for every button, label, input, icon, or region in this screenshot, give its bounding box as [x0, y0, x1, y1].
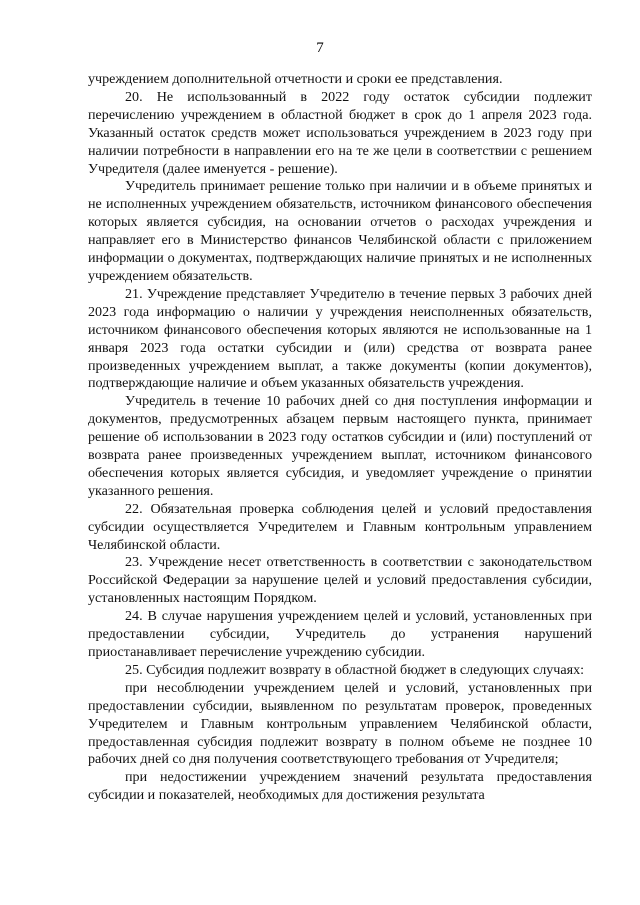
- paragraph-item-25: 25. Субсидия подлежит возврату в областной бюджет в следующих случаях:: [125, 661, 585, 678]
- paragraph-item-23: 23. Учреждение несет ответственность в соответствии с законодательством Российской Федерации за нарушение целей и условий предоставления субсидии, установленных настоящим Порядком.: [88, 554, 592, 607]
- paragraph-item-20-founder-decision: Учредитель принимает решение только при наличии и в объеме принятых и не исполненных учреждением обязательств, источником финансового обеспечения которых является субсидия, на основании отчетов о расходах учреждения и направляет его в Министерство финансов Челябинской области с приложением информации о документах, подтверждающих наличие принятых и не исполненных учреждением обязательств.: [88, 178, 592, 284]
- paragraph-item-24: 24. В случае нарушения учреждением целей и условий, установленных при предоставлении субсидии, Учредитель до устранения нарушений приостанавливает перечисление учреждению субсидии.: [88, 608, 592, 660]
- paragraph-item-21-founder-decision: Учредитель в течение 10 рабочих дней со дня поступления информации и документов, предусмотренных абзацем первым настоящего пункта, принимает решение об использовании в 2023 году остатков субсидии и (или) поступлений от возврата ранее произведенных учреждением выплат, источником финансового обеспечения которых является субсидия, и уведомляет учреждение о принятии указанного решения.: [88, 393, 592, 499]
- paragraph-item-21: 21. Учреждение представляет Учредителю в течение первых 3 рабочих дней 2023 года информацию о наличии у учреждения неисполненных обязательств, источником финансового обеспечения которых являются не использованные на 1 января 2023 года остатки субсидии и (или) средства от возврата ранее произведенных учреждением выплат, а также документы (копии документов), подтверждающие наличие и объем указанных обязательств учреждения.: [88, 285, 592, 392]
- paragraph-item-22: 22. Обязательная проверка соблюдения целей и условий предоставления субсидии осуществляется Учредителем и Главным контрольным управлением Челябинской области.: [88, 500, 592, 553]
- paragraph-item-25-case-2: при недостижении учреждением значений результата предоставления субсидии и показателей, необходимых для достижения результата: [88, 769, 592, 804]
- paragraph-item-20: 20. Не использованный в 2022 году остаток субсидии подлежит перечислению учреждением в областной бюджет в срок до 1 апреля 2023 года. Указанный остаток средств может использоваться учреждением в 2023 году при наличии потребности в направлении его на те же цели в соответствии с решением Учредителя (далее именуется - решение).: [88, 88, 592, 177]
- document-body: [88, 71, 592, 805]
- page-number: 7: [316, 40, 324, 56]
- paragraph-continuation: учреждением дополнительной отчетности и сроки ее представления.: [88, 71, 503, 87]
- paragraph-item-25-case-1: при несоблюдении учреждением целей и условий, установленных при предоставлении субсидии, выявленном по результатам проверок, проведенных Учредителем и Главным контрольным управлением Челябинской области, предоставленная субсидия подлежит возврату в полном объеме не позднее 10 рабочих дней со дня получения соответствующего требования от Учредителя;: [88, 679, 592, 768]
